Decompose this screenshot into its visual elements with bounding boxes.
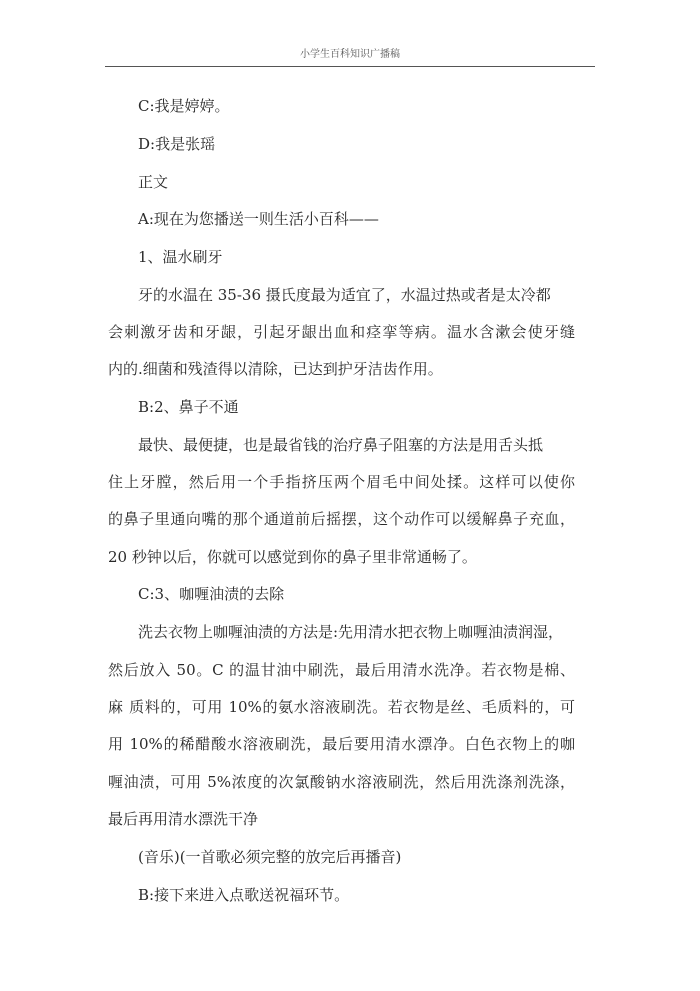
paragraph-line: 的鼻子里通向嘴的那个通道前后摇摆，这个动作可以缓解鼻子充血， (108, 510, 575, 528)
paragraph-line: 用 10%的稀醋酸水溶液刷洗，最后要用清水漂净。白色衣物上的咖 (108, 735, 575, 753)
paragraph-line: 20 秒钟以后，你就可以感觉到你的鼻子里非常通畅了。 (108, 548, 477, 566)
text-line: D:我是张瑶 (138, 135, 216, 153)
paragraph-line: 住上牙膛，然后用一个手指挤压两个眉毛中间处揉。这样可以使你 (108, 473, 575, 491)
paragraph-line: 麻 质料的，可用 10%的氨水溶液刷洗。若衣物是丝、毛质料的，可 (108, 698, 575, 716)
paragraph-line: 洗去衣物上咖喱油渍的方法是:先用清水把衣物上咖喱油渍润湿， (138, 623, 564, 641)
text-line: A:现在为您播送一则生活小百科—— (138, 210, 379, 228)
section-heading: 正文 (138, 173, 169, 191)
paragraph-line: 最后再用清水漂洗干净 (108, 810, 259, 828)
subsection-heading: C:3、咖喱油渍的去除 (138, 585, 285, 603)
text-line: (音乐)(一首歌必须完整的放完后再播音) (138, 848, 402, 866)
paragraph-line: 最快、最便捷，也是最省钱的治疗鼻子阻塞的方法是用舌头抵 (138, 436, 544, 454)
paragraph-line: 喱油渍，可用 5%浓度的次氯酸钠水溶液刷洗，然后用洗涤剂洗涤， (108, 773, 575, 791)
subsection-heading: 1、温水刷牙 (138, 248, 223, 266)
text-line: B:接下来进入点歌送祝福环节。 (138, 886, 350, 904)
paragraph-line: 内的.细菌和残渣得以清除，已达到护牙洁齿作用。 (108, 360, 443, 378)
paragraph-line: 牙的水温在 35-36 摄氏度最为适宜了，水温过热或者是太冷都 (138, 286, 551, 304)
header-title: 小学生百科知识广播稿 (300, 49, 400, 60)
subsection-heading: B:2、鼻子不通 (138, 398, 239, 416)
paragraph-line: 会刺激牙齿和牙龈，引起牙龈出血和痉挛等病。温水含漱会使牙缝 (108, 323, 575, 341)
text-line: C:我是婷婷。 (138, 97, 230, 115)
paragraph-line: 然后放入 50。C 的温甘油中刷洗，最后用清水洗净。若衣物是棉、 (108, 661, 575, 679)
